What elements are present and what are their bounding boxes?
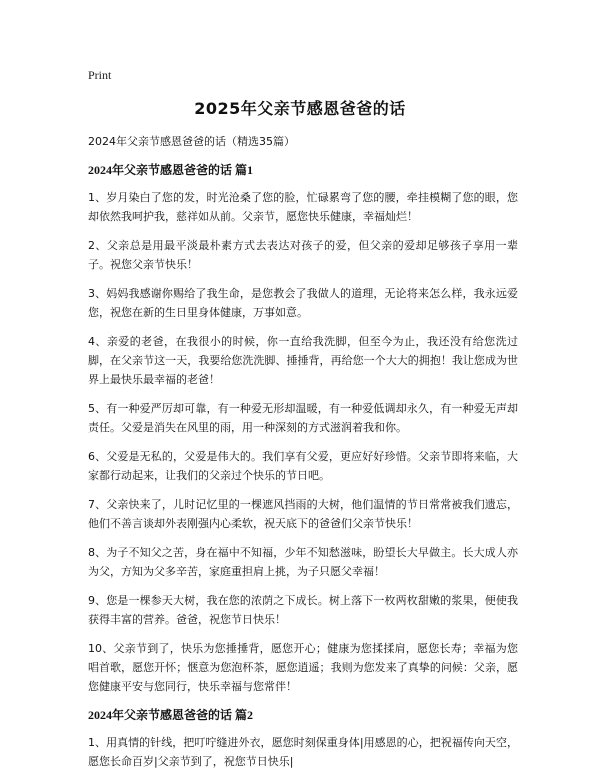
paragraph: 10、父亲节到了，快乐为您捶捶背，愿您开心；健康为您揉揉肩，愿您长寿；幸福为您唱首歌，愿您开怀；惬意为您泡杯茶，愿您逍遥；我则为您发来了真挚的问候：父亲，愿您健康平安与您同行，快乐幸福与您常伴！ xyxy=(88,642,518,693)
paragraph: 2、父亲总是用最平淡最朴素方式去表达对孩子的爱，但父亲的爱却足够孩子享用一辈子。祝您父亲节快乐！ xyxy=(88,239,518,271)
paragraph: 6、父爱是无私的，父爱是伟大的。我们享有父爱，更应好好珍惜。父亲节即将来临，大家都行动起来，让我们的父亲过个快乐的节日吧。 xyxy=(88,450,518,482)
section-heading: 2024年父亲节感恩爸爸的话 篇1 xyxy=(88,163,254,177)
paragraph: 5、有一种爱严厉却可靠，有一种爱无形却温暖，有一种爱低调却永久，有一种爱无声却责任。父爱是消失在风里的雨，用一种深刻的方式滋润着我和你。 xyxy=(88,402,518,434)
article-subtitle: 2024年父亲节感恩爸爸的话（精选35篇） xyxy=(88,135,295,148)
paragraph: 3、妈妈我感谢你赐给了我生命，是您教会了我做人的道理，无论将来怎么样，我永远爱您，祝您在新的生日里身体健康，万事如意。 xyxy=(88,287,518,319)
paragraph: 1、用真情的针线，把叮咛缝进外衣，愿您时刻保重身体|用感恩的心，把祝福传向天空，愿您长命百岁|父亲节到了，祝您节日快乐| xyxy=(88,736,518,768)
paragraph: 9、您是一棵参天大树，我在您的浓荫之下成长。树上落下一枚两枚甜嫩的浆果，便使我获得丰富的营养。爸爸，祝您节日快乐！ xyxy=(88,594,518,626)
section-2 xyxy=(88,706,518,771)
print-link[interactable]: Print xyxy=(88,68,112,82)
paragraph: 4、亲爱的老爸，在我很小的时候，你一直给我洗脚，但至今为止，我还没有给您洗过脚，在父亲节这一天，我要给您洗洗脚、捶捶背，再给您一个大大的拥抱！我让您成为世界上最快乐最幸福的老爸！ xyxy=(88,335,518,386)
paragraph: 7、父亲快来了，儿时记忆里的一棵遮风挡雨的大树，他们温情的节日常常被我们遗忘，他们不善言谈却外表刚强内心柔软，祝天底下的爸爸们父亲节快乐！ xyxy=(88,498,518,530)
article-body xyxy=(88,132,518,781)
section-1 xyxy=(88,161,518,696)
paragraph: 1、岁月染白了您的发，时光沧桑了您的脸，忙碌累弯了您的腰，牵挂模糊了您的眼，您却依然我呵护我，慈祥如从前。父亲节，愿您快乐健康，幸福灿烂！ xyxy=(88,191,518,223)
page-title: 2025年父亲节感恩爸爸的话 xyxy=(194,99,406,118)
section-heading: 2024年父亲节感恩爸爸的话 篇2 xyxy=(88,708,254,722)
paragraph: 8、为子不知父之苦，身在福中不知福，少年不知愁滋味，盼望长大早做主。长大成人亦为父，方知为父多辛苦，家庭重担肩上挑，为子只愿父幸福！ xyxy=(88,546,518,578)
